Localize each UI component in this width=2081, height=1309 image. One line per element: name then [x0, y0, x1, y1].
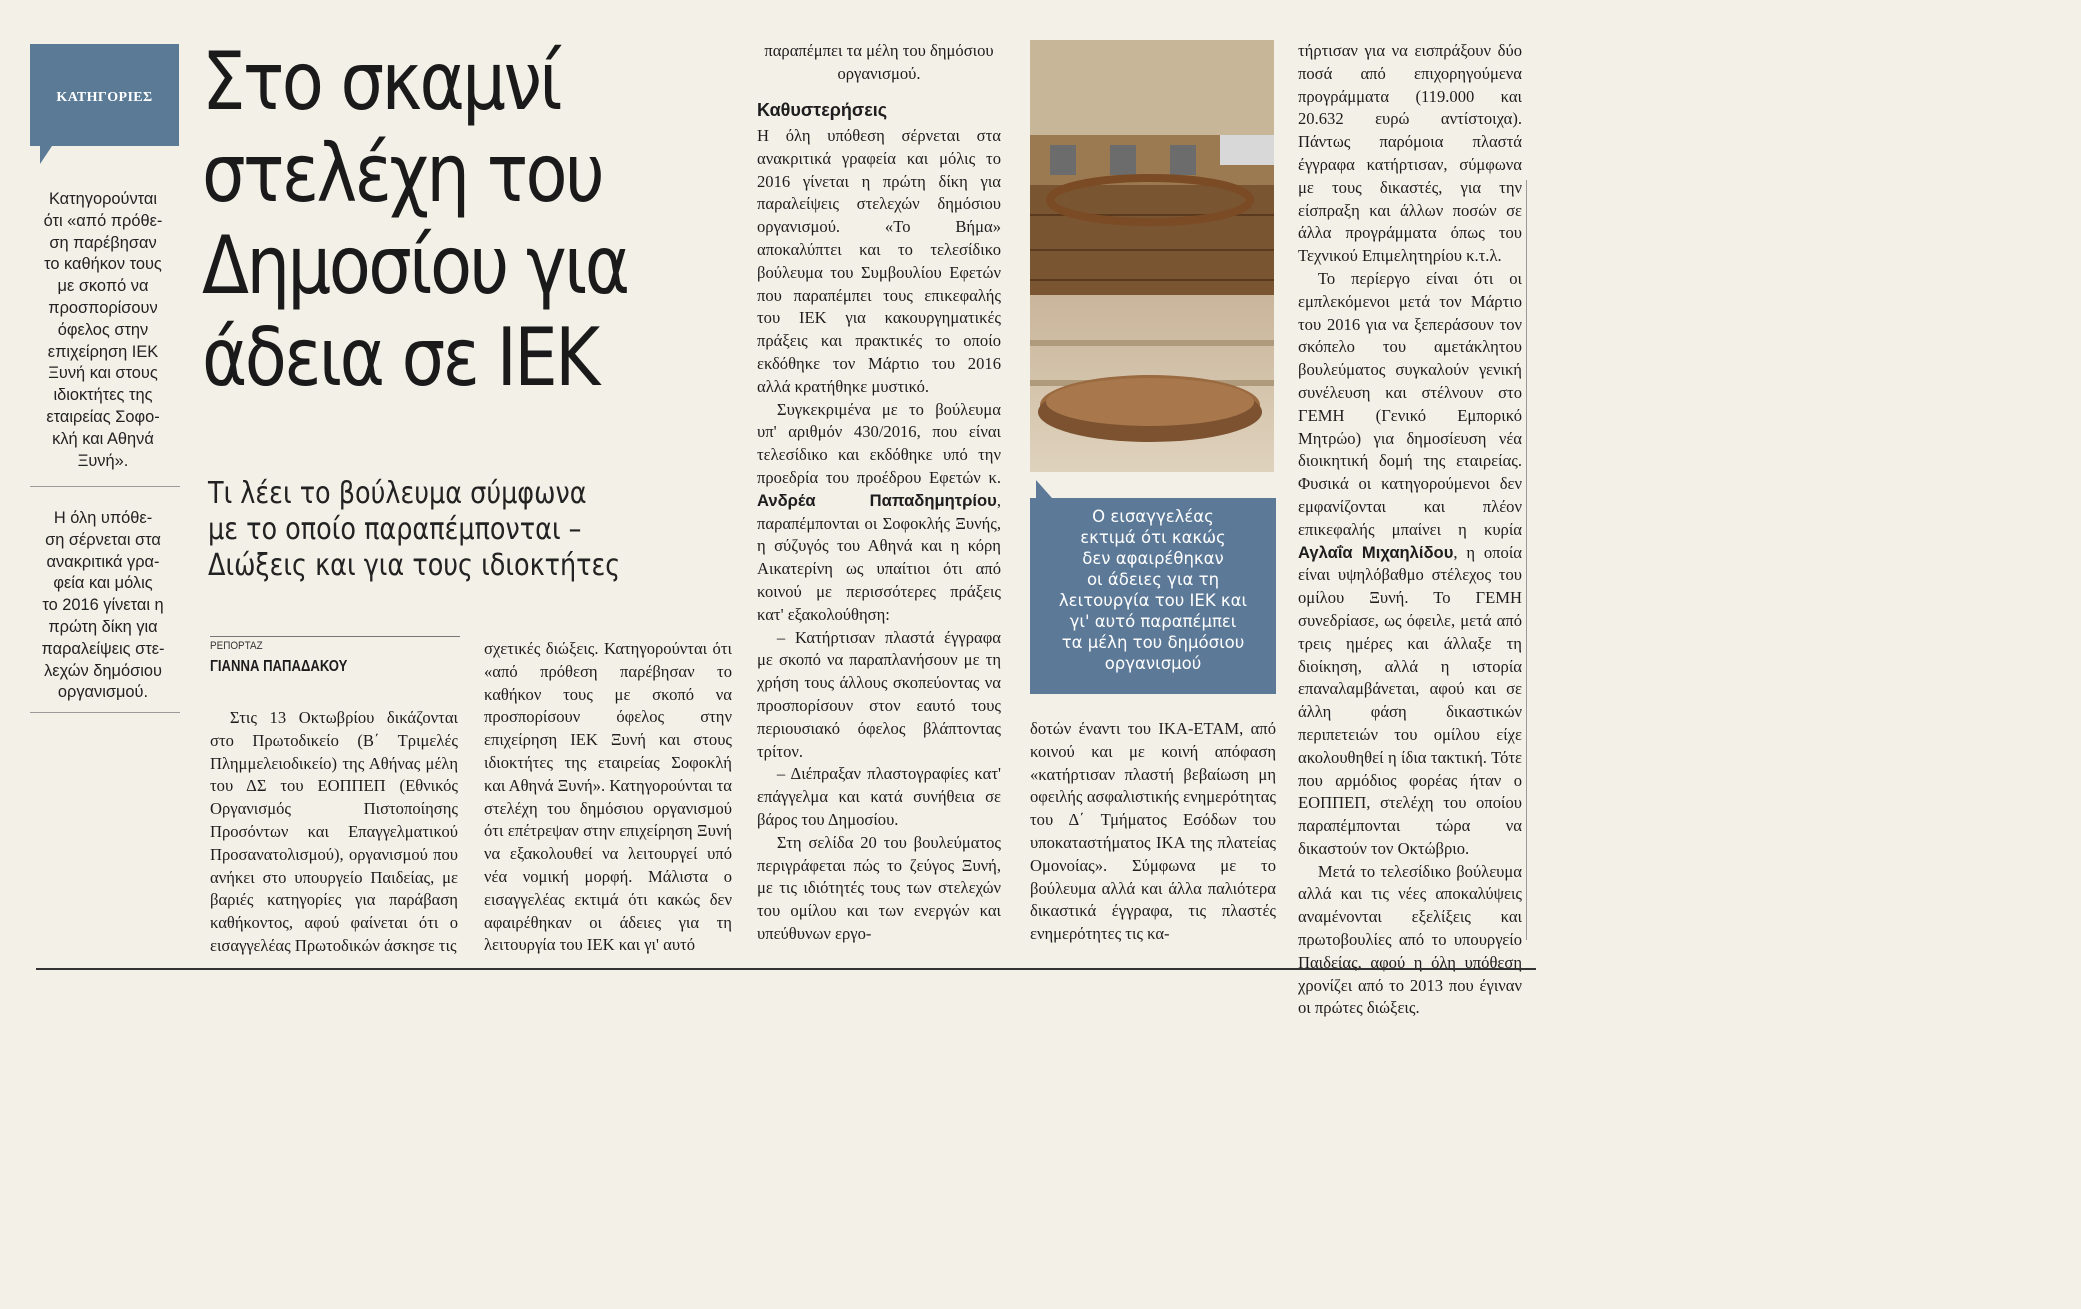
subheadline-line: Διώξεις και για τους ιδιοκτήτες — [208, 548, 621, 583]
headline-line: στελέχη του — [202, 127, 603, 220]
subheadline-line: Τι λέει το βούλευμα σύμφωνα — [208, 476, 587, 511]
courtroom-photo — [1030, 40, 1274, 472]
article-column-3 — [757, 125, 1001, 946]
sidebar-note-line: λεχών δημόσιου — [44, 661, 162, 680]
category-tag-label: ΚΑΤΗΓΟΡΙΕΣ — [56, 90, 153, 105]
pull-quote — [1040, 506, 1266, 674]
article-paragraph: σχετικές διώξεις. Κατηγορούνται ότι «από πρόθεση παρέβησαν το καθήκον τους με σκοπό να προσπορίσουν όφελος στην επιχείρηση ΙΕΚ Ξυνή και στους ιδιοκτήτες της εταιρείας Σοφοκλή και Αθηνά Ξυνή». Κατηγορούνται τα στελέχη του δημόσιου οργανισμού ότι επέτρεψαν στην επιχείρηση Ξυνή να εξακολουθεί να λειτουργεί υπό νέα νομική μορφή. Μάλιστα ο εισαγγελέας εκτιμά ότι κακώς δεν αφαιρέθηκαν οι άδειες για τη λειτουργία του ΙΕΚ και γι' αυτό — [484, 639, 732, 955]
sidebar-note-line: ση σέρνεται στα — [45, 530, 161, 549]
column-rule — [1526, 180, 1527, 940]
article-column-2 — [484, 638, 732, 957]
pull-quote-line: δεν αφαιρέθηκαν — [1082, 549, 1224, 568]
article-paragraph: δοτών έναντι του ΙΚΑ-ΕΤΑΜ, από κοινού και με κοινή απόφαση «κατήρτισαν πλαστή βεβαίωση μη οφειλής ασφαλιστικής ενημερότητας του Δ΄ Τμήματος Εσόδων του υποκαταστήματος ΙΚΑ της πλατείας Ομονοίας». Σύμφωνα με το βούλευμα αλλά και άλλα παλιότερα δικαστικά έγγραφα, τις πλαστές ενημερότητες τις κα- — [1030, 719, 1276, 944]
person-name: Ανδρέα Παπαδημητρίου — [757, 490, 997, 510]
article-paragraph: παραπέμπει τα μέλη του δημόσιου οργανισμού. — [764, 41, 994, 83]
article-paragraph — [1298, 268, 1522, 861]
article-paragraph: – Διέπραξαν πλαστογραφίες κατ' επάγγελμα και κατά συνήθεια σε βάρος του Δημοσίου. — [757, 764, 1001, 829]
article-paragraph: Μετά το τελεσίδικο βούλευμα αλλά και τις νέες αποκαλύψεις αναμένονται εξελίξεις και πρωτοβουλίες από το υπουργείο Παιδείας, αφού η όλη υπόθεση χρονίζει από το 2013 που έγιναν οι πρώτες διώξεις. — [1298, 861, 1522, 1018]
sidebar-note-line: φεία και μόλις — [53, 574, 153, 593]
text-run: , η οποία είναι υψηλόβαθμο στέλεχος του ομίλου Ξυνή. Το ΓΕΜΗ συνεδρίασε, ως όφειλε, μετά από τρεις ημέρες και άλλαξε τη διοίκηση, αλλά η ιστορία επαναλαμβάνεται, αφού και σε άλλη φάση δικαστικών περιπετειών του ομίλου είχε ακολουθηθεί η ίδια τακτική. Τότε που αρμόδιος φορέας ήταν ο ΕΟΠΠΕΠ, στελέχη του οποίου παραπέμπονται τώρα να δικαστούν τον Οκτώβριο. — [1298, 542, 1522, 858]
sidebar-note-1 — [28, 189, 178, 472]
sidebar-note-line: Η όλη υπόθε- — [53, 509, 153, 527]
sidebar-note-line: Ξυνή». — [77, 451, 129, 470]
sidebar-note-line: ότι «από πρόθε- — [43, 211, 163, 230]
category-tag-tail — [40, 146, 52, 164]
sidebar-note-line: εταιρείας Σοφο- — [46, 407, 160, 426]
article-column-1 — [210, 707, 458, 958]
article-column-5 — [1298, 40, 1522, 1020]
article-column-4 — [1030, 718, 1276, 946]
sidebar-note-line: ιδιοκτήτες της — [53, 386, 153, 405]
article-paragraph — [757, 399, 1001, 627]
crosshead: Καθυστερήσεις — [757, 100, 888, 120]
sidebar-note-line: επιχείρηση ΙΕΚ — [47, 342, 159, 361]
sidebar-divider — [30, 712, 180, 713]
article-paragraph: Στις 13 Οκτωβρίου δικάζονται στο Πρωτοδικείο (Β΄ Τριμελές Πλημμελειοδικείο) της Αθήνας μέλη του ΔΣ του ΕΟΠΠΕΠ (Εθνικός Οργανισμός Πιστοποίησης Προσόντων και Επαγγελματικού Προσανατολισμού), οργανισμού που ανήκει στο υπουργείο Παιδείας, με βαριές κατηγορίες για παράβαση καθήκοντος, αφού φαίνεται ότι ο εισαγγελέας Πρωτοδικών άσκησε τις — [210, 708, 458, 955]
pull-quote-line: γι' αυτό παραπέμπει — [1069, 612, 1237, 631]
article-paragraph: Η όλη υπόθεση σέρνεται στα ανακριτικά γραφεία και μόλις το 2016 γίνεται η πρώτη δίκη για παραλείψεις στελεχών δημόσιου οργανισμού. «Το Βήμα» αποκαλύπτει και το τελεσίδικο βούλευμα του Συμβουλίου Εφετών που παραπέμπει τους επικεφαλής του ΙΕΚ για κακουργηματικές πράξεις και πρακτικές το οποίο εκδόθηκε τον Μάρτιο του 2016 αλλά κρατήθηκε μυστικό. — [757, 126, 1001, 396]
pull-quote-line: οργανισμού — [1104, 654, 1202, 673]
pull-quote-line: Ο εισαγγελέας — [1092, 507, 1214, 526]
pull-quote-line: τα μέλη του δημόσιου — [1061, 633, 1245, 652]
sidebar-note-line: όφελος στην — [57, 320, 149, 339]
sidebar-note-line: το καθήκον τους — [44, 255, 162, 274]
courtroom-dock-image — [1030, 40, 1274, 472]
sidebar-note-line: ση παρέβησαν — [49, 233, 157, 252]
text-run: , παραπέμπονται οι Σοφοκλής Ξυνής, η σύζυγός του Αθηνά και η κόρη Αικατερίνη ως υπαίτιοι ότι από κοινού με περισσότερες πράξεις κατ' εξακολούθηση: — [757, 490, 1001, 624]
article-column-3-top — [757, 40, 1001, 86]
sidebar-note-line: Κατηγορούνται — [48, 190, 158, 208]
sidebar-note-2 — [28, 508, 178, 704]
headline-line: Στο σκαμνί — [202, 35, 561, 128]
sidebar-divider — [30, 486, 180, 487]
pull-quote-line: λειτουργία του ΙΕΚ και — [1058, 591, 1248, 610]
article-paragraph: τήρτισαν για να εισπράξουν δύο ποσά από επιχορηγούμενα προγράμματα (119.000 και 20.632 ευρώ αντίστοιχα). Πάντως παρόμοια πλαστά έγγραφα κατήρτισαν, σύμφωνα με τους δικαστές, για την είσπραξη και άλλων ποσών σε άλλα προγράμματα όπως του Τεχνικού Επιμελητηρίου κ.τ.λ. — [1298, 41, 1522, 266]
sidebar-note-line: οργανισμού. — [57, 683, 149, 702]
sidebar-note-line: παραλείψεις στε- — [41, 639, 165, 658]
pull-quote-line: οι άδειες για τη — [1086, 570, 1220, 589]
byline-label: ΡΕΠΟΡΤΑΖ — [210, 640, 263, 652]
sidebar-note-line: κλή και Αθηνά — [52, 429, 154, 448]
sidebar-note-line: πρώτη δίκη για — [48, 617, 158, 636]
headline-line: άδεια σε ΙΕΚ — [202, 311, 598, 404]
person-name: Αγλαΐα Μιχαηλίδου — [1298, 542, 1454, 562]
sidebar-note-line: το 2016 γίνεται η — [42, 596, 164, 615]
callout-tail — [1036, 480, 1052, 498]
article-paragraph: Στη σελίδα 20 του βουλεύματος περιγράφεται πώς το ζεύγος Ξυνή, με τις ιδιότητές τους των στελεχών του ομίλου και των ενεργών και υπεύθυνων εργο- — [757, 832, 1001, 943]
sidebar-note-line: προσπορίσουν — [48, 298, 158, 317]
page-bottom-rule — [36, 968, 1536, 970]
text-run: Το περίεργο είναι ότι οι εμπλεκόμενοι μετά τον Μάρτιο του 2016 για να ξεπεράσουν τον σκόπελο του αμετάκλητου βουλεύματος συγκαλούν γενική συνέλευση και στέλνουν στο ΓΕΜΗ (Γενικό Εμπορικό Μητρώο) για δημοσίευση νέα διοικητική δομή της εταιρείας. Φυσικά οι κατηγορούμενοι δεν εμφανίζονται και πλέον επικεφαλής μπαίνει η κυρία — [1298, 268, 1522, 539]
pull-quote-line: εκτιμά ότι κακώς — [1080, 528, 1226, 547]
byline-rule — [210, 636, 460, 637]
text-run: Συγκεκριμένα με το βούλευμα υπ' αριθμόν 430/2016, που είναι τελεσίδικο και εκδόθηκε υπό την προεδρία του προέδρου Εφετών κ. — [757, 399, 1001, 487]
subheadline-line: με το οποίο παραπέμπονται – — [208, 512, 582, 547]
subheadline — [208, 476, 621, 584]
sidebar-note-line: ανακριτικά γρα- — [46, 552, 160, 571]
sidebar-note-line: Ξυνή και στους — [48, 364, 158, 383]
byline-author: ΓΙΑΝΝΑ ΠΑΠΑΔΑΚΟΥ — [210, 658, 348, 675]
headline — [202, 36, 666, 404]
article-paragraph: – Κατήρτισαν πλαστά έγγραφα με σκοπό να παραπλανήσουν με τη χρήση τους άλλους σκοπεύοντας να προσπορίσουν στον εαυτό τους περιουσιακό όφελος βλάπτοντας τρίτον. — [757, 627, 1001, 761]
headline-line: Δημοσίου για — [202, 219, 628, 312]
sidebar-note-line: με σκοπό να — [57, 277, 149, 296]
